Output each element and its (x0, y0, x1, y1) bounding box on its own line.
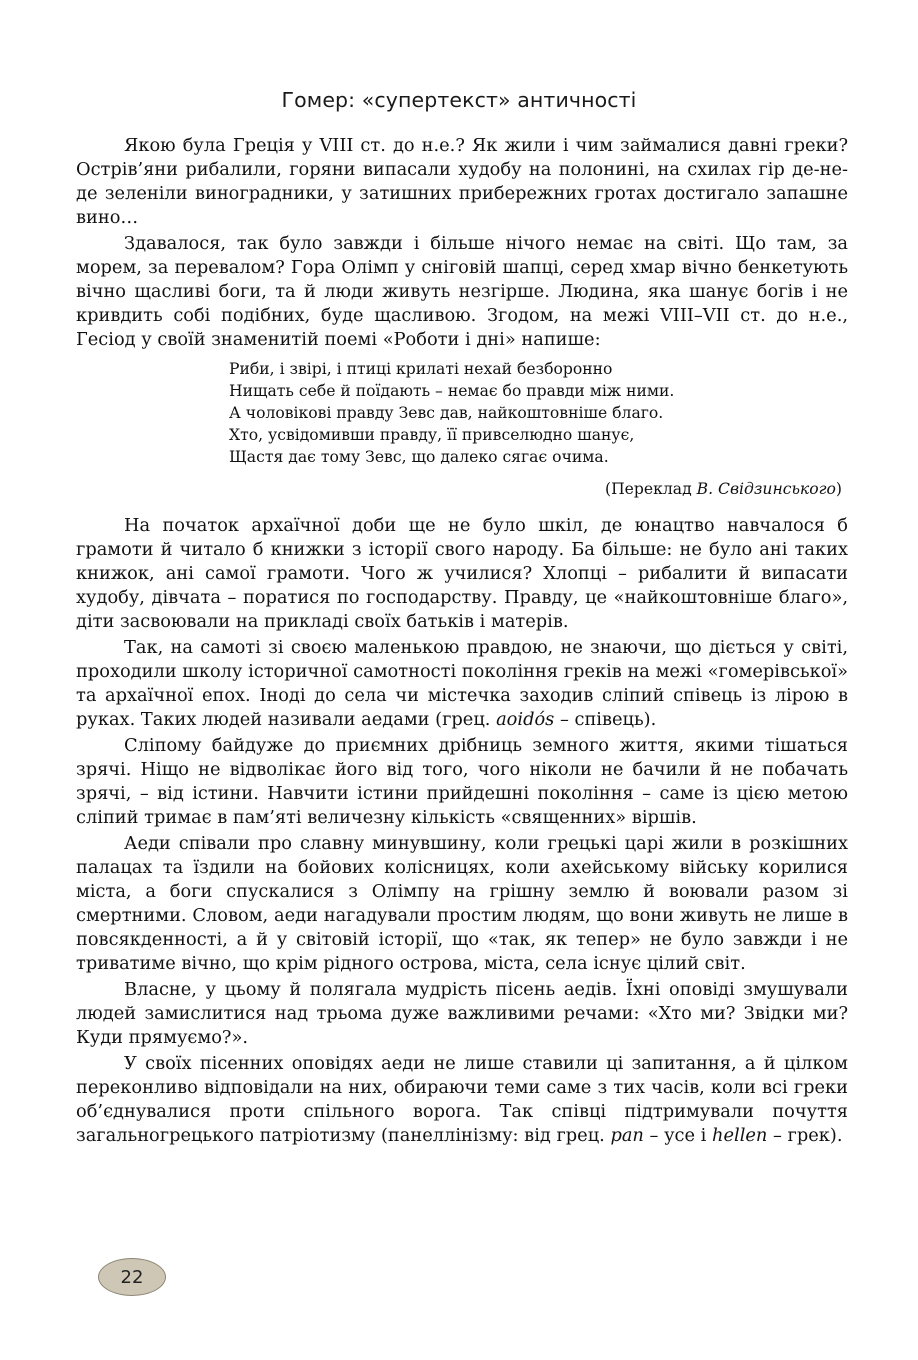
translator-name: В. Свідзинського (696, 480, 836, 498)
greek-term: hellen (712, 1125, 768, 1146)
poem-line: Риби, і звірі, і птиці крилаті нехай безборонно (229, 360, 613, 378)
paragraph: Здавалося, так було завжди і більше нічого немає на світі. Що там, за морем, за перевалом? Гора Олімп у сніговій шапці, серед хмар вічно бенкетують вічно щасливі боги, та й люди живуть незгірше. Людина, яка шанує богів і не кривдить собі подібних, буде щасливою. Згодом, на межі VIII–VII ст. до н.е., Гесіод у своїй знаменитій поемі «Роботи і дні» напише: (76, 233, 848, 350)
text-run: – грек). (767, 1125, 843, 1146)
paragraph-pan (76, 1052, 848, 1148)
article-body (76, 134, 848, 1150)
text-run: Так, на самоті зі своєю маленькою правдою, не знаючи, що діється у світі, проходили школу історичної самотності покоління греків на межі «гомерівської» та архаїчної епох. Іноді до села чи містечка заходив сліпий співець із лірою в руках. Таких людей називали аедами (грец. (76, 637, 848, 730)
poem-line: А чоловікові правду Зевс дав, найкоштовніше благо. (229, 404, 664, 422)
translation-attribution (76, 478, 848, 500)
text-run: – співець). (554, 709, 657, 730)
paragraph: Власне, у цьому й полягала мудрість пісень аедів. Їхні оповіді змушували людей замислитися над трьома дуже важливими речами: «Хто ми? Звідки ми? Куди прямуємо?». (76, 979, 848, 1048)
chapter-header: Гомер: «супертекст» античності (281, 88, 637, 112)
paragraph: На початок архаїчної доби ще не було шкіл, де юнацтво навчалося б грамоти й читало б книжки з історії свого народу. Ба більше: не було ані таких книжок, ані самої грамоти. Чого ж училися? Хлопці – рибалити й випасати худобу, дівчата – поратися по господарству. Правду, це «найкоштовніше благо», діти засвоювали на прикладі своїх батьків і матерів. (76, 515, 848, 632)
paragraph-aoidos (76, 636, 848, 732)
paragraph: Якою була Греція у VIII ст. до н.е.? Як жили і чим займалися давні греки? Острів’яни рибалили, горяни випасали худобу на полонині, на схилах гір де-не-де зеленіли виноградники, у затишних прибережних гротах достигало запашне вино… (76, 135, 848, 228)
poem-line: Нищать себе й поїдають – немає бо правди між ними. (229, 382, 675, 400)
poem-quote (229, 358, 848, 468)
text-run: У своїх пісенних оповідях аеди не лише ставили ці запитання, а й цілком переконливо відповідали на них, обираючи теми саме з тих часів, коли всі греки об’єднувалися проти спільного ворога. Так співці підтримували почуття загальногрецького патріотизму (панеллінізму: від грец. (76, 1053, 848, 1146)
greek-term: pan (610, 1125, 644, 1146)
poem-line: Хто, усвідомивши правду, її привселюдно шанує, (229, 426, 635, 444)
paragraph: Сліпому байдуже до приємних дрібниць земного життя, якими тішаться зрячі. Ніщо не відволікає його від того, чого ніколи не бачили й не побачать зрячі, – від істини. Навчити істини прийдешні покоління – саме із цією метою сліпий тримає в пам’яті величезну кількість «священних» віршів. (76, 735, 848, 828)
page-number-badge (98, 1258, 166, 1296)
paragraph: Аеди співали про славну минувшину, коли грецькі царі жили в розкішних палацах та їздили на бойових колісницях, коли ахейському війську корилися міста, а боги спускалися з Олімпу на грішну землю й воювали разом зі смертними. Словом, аеди нагадували простим людям, що вони живуть не лише в повсякденності, а й у світовій історії, що «так, як тепер» не було завжди і не триватиме вічно, що крім рідного острова, міста, села існує цілий світ. (76, 833, 848, 974)
attribution-suffix: ) (835, 480, 842, 498)
page-number: 22 (120, 1266, 144, 1288)
text-run: – усе і (643, 1125, 713, 1146)
greek-term: aoidós (496, 709, 555, 730)
poem-line: Щастя дає тому Зевс, що далеко сягає очима. (229, 448, 609, 466)
attribution-prefix: (Переклад (605, 480, 697, 498)
